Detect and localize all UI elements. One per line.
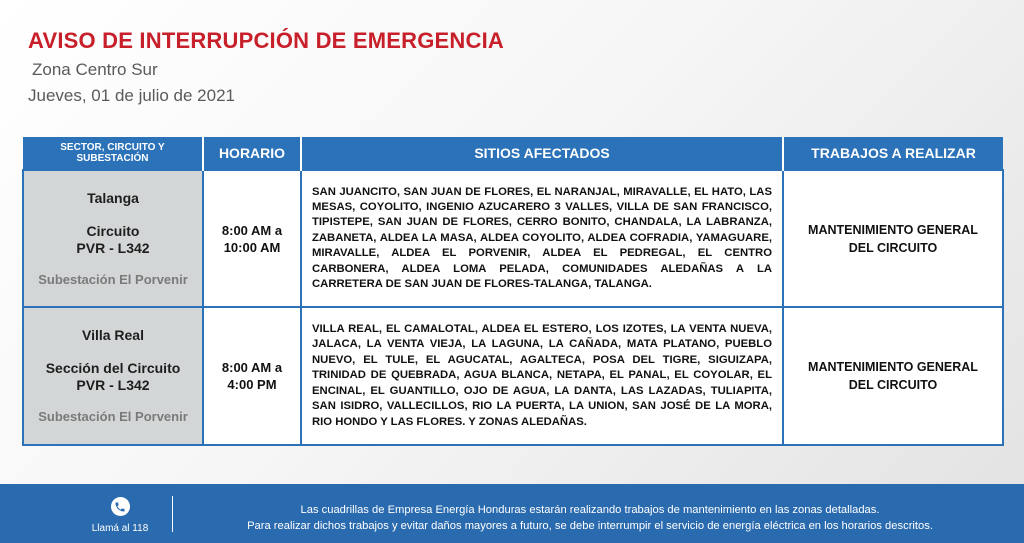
interruption-table xyxy=(22,137,1002,446)
footer-banner xyxy=(0,484,1024,543)
work-cell xyxy=(783,170,1003,307)
notice-header xyxy=(28,28,504,106)
call-label: Llamá al 118 xyxy=(91,523,149,534)
date-label: Jueves, 01 de julio de 2021 xyxy=(28,86,235,105)
affected-sites-cell: SAN JUANCITO, SAN JUAN DE FLORES, EL NARANJAL, MIRAVALLE, EL HATO, LAS MESAS, COYOLITO, INGENIO AZUCARERO 3 VALLES, VILLA DE SAN FRANCISCO, TIPISTEPE, SAN JUAN DE FLORES, CERRO BONITO, CHANDALA, LA LABRANZA, ZABANETA, ALDEA LA MASA, ALDEA COYOLITO, ALDEA COFRADIA, YAMAGUARE, MIRAVALLE, ALDEA EL PORVENIR, ALDEA EL PEDREGAL, EL CENTRO CARBONERA, ALDEA LOMA PELADA, COMUNIDADES ALEDAÑAS A LA CARRETERA DE SAN JUAN DE FLORES-TALANGA, TALANGA. xyxy=(301,170,783,307)
table-row xyxy=(23,307,1003,445)
footer-message xyxy=(180,502,1000,534)
column-header-trabajos: TRABAJOS A REALIZAR xyxy=(783,137,1003,170)
schedule-cell xyxy=(203,170,301,307)
schedule-end: 4:00 PM xyxy=(227,377,277,392)
work-line-2: DEL CIRCUITO xyxy=(848,240,938,255)
work-line-1: MANTENIMIENTO GENERAL xyxy=(808,360,978,374)
column-header-sector: SECTOR, CIRCUITO Y SUBESTACIÓN xyxy=(23,137,203,170)
schedule-start: 8:00 AM a xyxy=(221,222,283,238)
circuit-code: PVR - L342 xyxy=(76,377,150,393)
zone-label: Zona Centro Sur xyxy=(32,60,158,79)
sector-cell xyxy=(23,170,203,307)
table-header-row xyxy=(23,137,1003,170)
work-line-2: DEL CIRCUITO xyxy=(848,378,938,392)
substation-label: Subestación El Porvenir xyxy=(38,409,188,424)
sector-cell xyxy=(23,307,203,445)
affected-sites-cell: VILLA REAL, EL CAMALOTAL, ALDEA EL ESTERO, LOS IZOTES, LA VENTA NUEVA, JALACA, LA VENTA VIEJA, LA LAGUNA, LA CAÑADA, MATA PLATANO, PUEBLO NUEVO, EL TULE, EL AGUCATAL, AGALTECA, POSA DEL TIGRE, SIGUIZAPA, TRINIDAD DE QUEBRADA, AGUA BLANCA, NETAPA, EL PANAL, EL COYOLAR, EL ENCINAL, EL GUANTILLO, OJO DE AGUA, LA DANTA, LAS LAZADAS, TULIAPITA, SAN ISIDRO, VALLECILLOS, RIO LA PUERTA, LA UNION, SAN JOSÉ DE LA MORA, RIO HONDO Y LAS FLORES. Y ZONAS ALEDAÑAS. xyxy=(301,307,783,445)
footer-message-line-2: Para realizar dichos trabajos y evitar daños mayores a futuro, se debe interrumpir el servicio de energía eléctrica en los horarios descritos. xyxy=(247,520,933,532)
call-118-button[interactable] xyxy=(84,497,156,534)
schedule-start: 8:00 AM a xyxy=(221,360,283,375)
phone-icon xyxy=(111,497,130,516)
work-cell xyxy=(783,307,1003,445)
substation-label: Subestación El Porvenir xyxy=(38,271,188,287)
schedule-end: 10:00 AM xyxy=(223,239,281,255)
column-header-sitios: SITIOS AFECTADOS xyxy=(301,137,783,170)
work-line-1: MANTENIMIENTO GENERAL xyxy=(808,222,978,237)
circuit-label: Circuito xyxy=(86,222,140,239)
schedule-cell xyxy=(203,307,301,445)
sector-name: Talanga xyxy=(87,189,139,206)
footer-message-line-1: Las cuadrillas de Empresa Energía Honduras estarán realizando trabajos de mantenimiento en las zonas detalladas. xyxy=(300,504,880,516)
sector-name: Villa Real xyxy=(81,327,144,343)
circuit-code: PVR - L342 xyxy=(76,239,150,256)
circuit-label: Sección del Circuito xyxy=(45,360,181,376)
column-header-horario: HORARIO xyxy=(203,137,301,170)
footer-divider xyxy=(172,496,173,532)
page-title: AVISO DE INTERRUPCIÓN DE EMERGENCIA xyxy=(28,28,504,53)
table-row xyxy=(23,170,1003,307)
